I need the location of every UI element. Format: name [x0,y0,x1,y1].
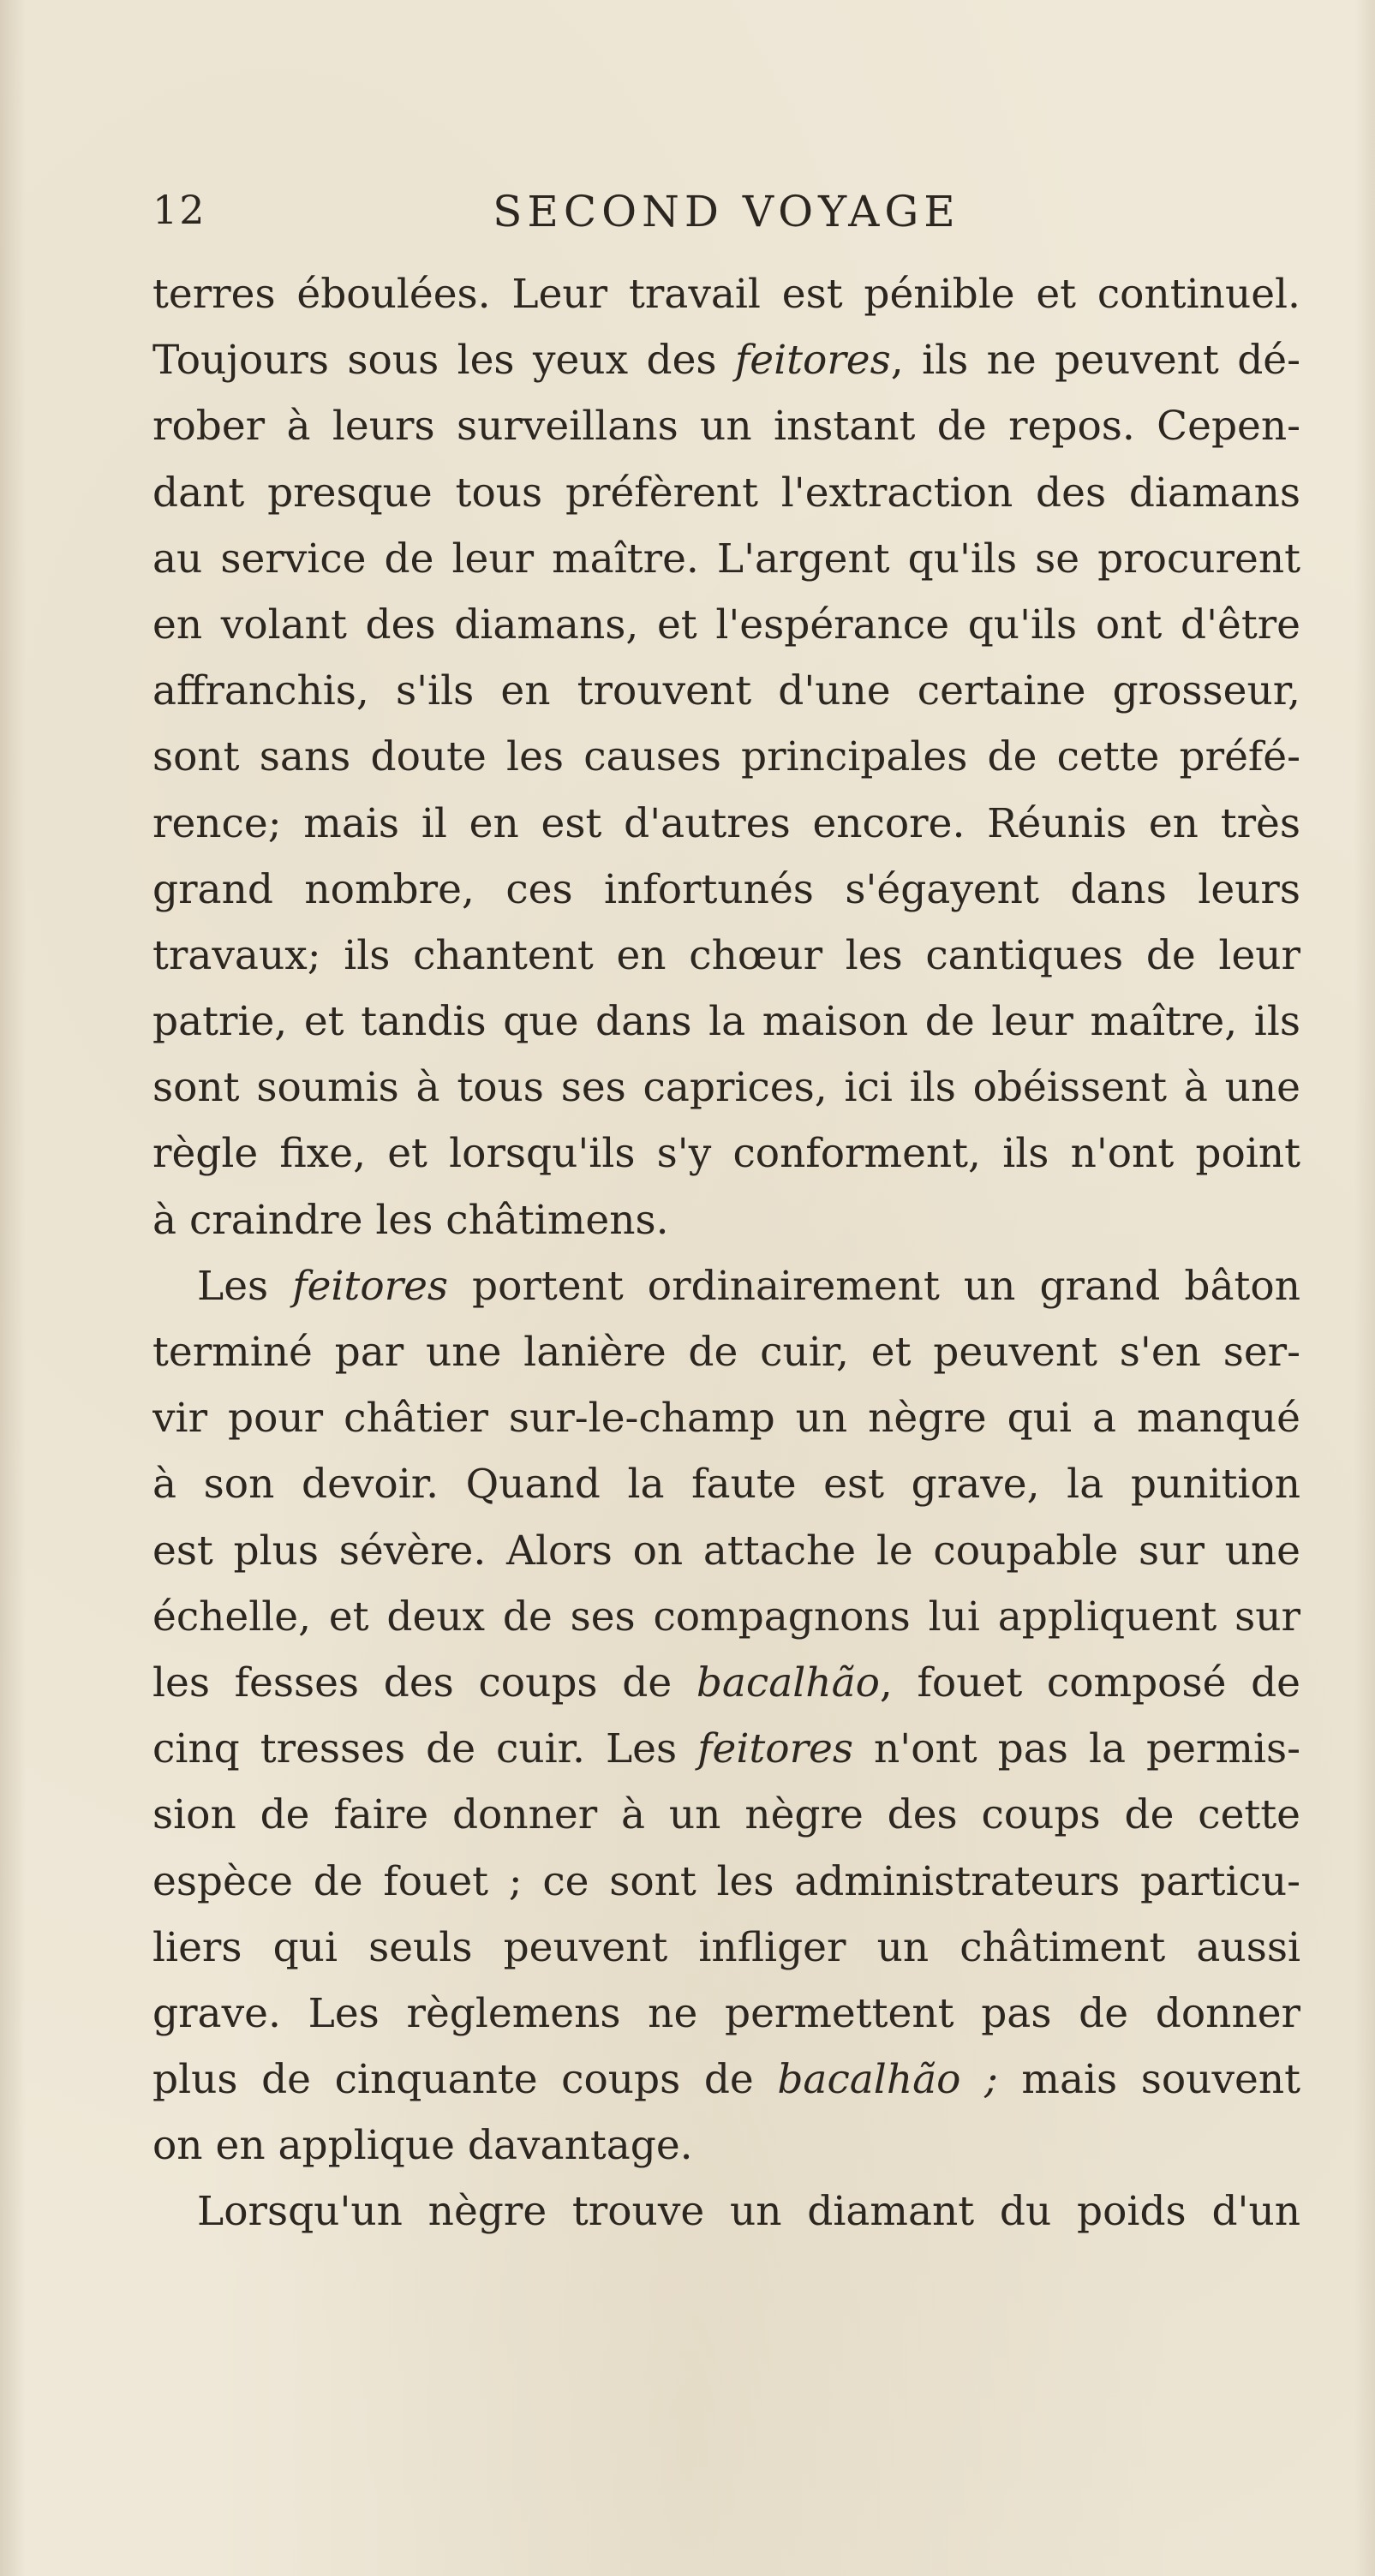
text-segment: à craindre les châtimens. [152,1196,669,1244]
text-line [152,1981,1300,2047]
text-segment: sont soumis à tous ses caprices, ici ils obéissent à une [152,1064,1300,1112]
text-line [152,327,1300,393]
italic-term: bacalhão ; [777,2056,998,2104]
running-title: SECOND VOYAGE [493,187,960,236]
text-segment: rence; mais il en est d'autres encore. Réunis en très [152,799,1300,847]
text-segment: n'ont pas la permis- [852,1725,1300,1773]
text-segment: grand nombre, ces infortunés s'égayent dans leurs [152,865,1300,913]
italic-term: feitores [292,1262,449,1310]
text-segment: terres éboulées. Leur travail est pénible et continuel. [152,271,1300,318]
text-segment: à son devoir. Quand la faute est grave, la punition [152,1461,1300,1509]
text-line [152,1055,1300,1121]
text-segment: espèce de fouet ; ce sont les administrateurs particu- [152,1857,1300,1905]
italic-term: bacalhão [696,1659,880,1706]
text-segment: en volant des diamans, et l'espérance qu'ils ont d'être [152,601,1300,648]
text-segment: les fesses des coups de [152,1659,696,1706]
text-line [152,592,1300,658]
text-line [152,460,1300,526]
italic-term: feitores [734,337,891,385]
text-line [152,1849,1300,1915]
text-segment: , ils ne peuvent dé- [890,337,1300,385]
text-segment: est plus sévère. Alors on attache le coupable sur une [152,1527,1300,1575]
text-line [152,658,1300,724]
text-line [152,1319,1300,1385]
text-segment: terminé par une lanière de cuir, et peuvent s'en ser- [152,1329,1300,1376]
text-segment: travaux; ils chantent en chœur les cantiques de leur [152,931,1300,979]
text-segment: portent ordinairement un grand bâton [448,1262,1300,1310]
text-line [152,1451,1300,1517]
text-segment: , fouet composé de [879,1659,1300,1706]
text-line [152,1187,1300,1253]
text-segment: Toujours sous les yeux des [152,337,735,385]
text-segment: liers qui seuls peuvent infliger un châtiment aussi [152,1923,1300,1971]
text-line [152,261,1300,327]
text-line [152,2047,1300,2113]
text-line [152,857,1300,923]
text-segment: Lorsqu'un nègre trouve un diamant du poids d'un [197,2188,1300,2236]
text-line [152,1518,1300,1584]
text-segment: on en applique davantage. [152,2122,693,2170]
text-line [152,2113,1300,2179]
text-segment: échelle, et deux de ses compagnons lui appliquent sur [152,1593,1300,1641]
text-segment: cinq tresses de cuir. Les [152,1725,698,1773]
text-line [152,1650,1300,1716]
text-segment: patrie, et tandis que dans la maison de leur maître, ils [152,998,1300,1046]
text-segment: Les [197,1262,293,1310]
text-segment: au service de leur maître. L'argent qu'ils se procurent [152,535,1300,583]
text-segment: plus de cinquante coups de [152,2056,778,2104]
text-segment: dant presque tous préfèrent l'extraction des diamans [152,469,1300,517]
spine-shadow [0,0,26,2576]
text-line [152,791,1300,857]
text-line [152,1121,1300,1186]
text-segment: grave. Les règlemens ne permettent pas de donner [152,1989,1300,2037]
text-segment: mais souvent [997,2056,1300,2104]
text-segment: rober à leurs surveillans un instant de repos. Cepen- [152,403,1300,451]
page-edge-shadow [1354,0,1375,2576]
text-line [152,1385,1300,1451]
page-number: 12 [152,187,206,233]
text-line [152,2179,1300,2244]
text-segment: sion de faire donner à un nègre des coups de cette [152,1791,1300,1839]
italic-term: feitores [697,1725,853,1773]
text-line [152,923,1300,989]
text-line [152,1253,1300,1319]
text-line [152,989,1300,1055]
text-line [152,1915,1300,1981]
text-segment: affranchis, s'ils en trouvent d'une certaine grosseur, [152,667,1300,715]
text-line [152,526,1300,592]
text-line [152,1782,1300,1848]
text-line [152,724,1300,790]
text-line [152,1584,1300,1650]
text-segment: règle fixe, et lorsqu'ils s'y conforment, ils n'ont point [152,1130,1300,1178]
text-segment: sont sans doute les causes principales de cette préfé- [152,733,1300,781]
running-head [152,187,1300,247]
text-line [152,393,1300,459]
body-text [152,261,1300,2245]
text-segment: vir pour châtier sur-le-champ un nègre qui a manqué [152,1395,1300,1443]
text-line [152,1716,1300,1782]
